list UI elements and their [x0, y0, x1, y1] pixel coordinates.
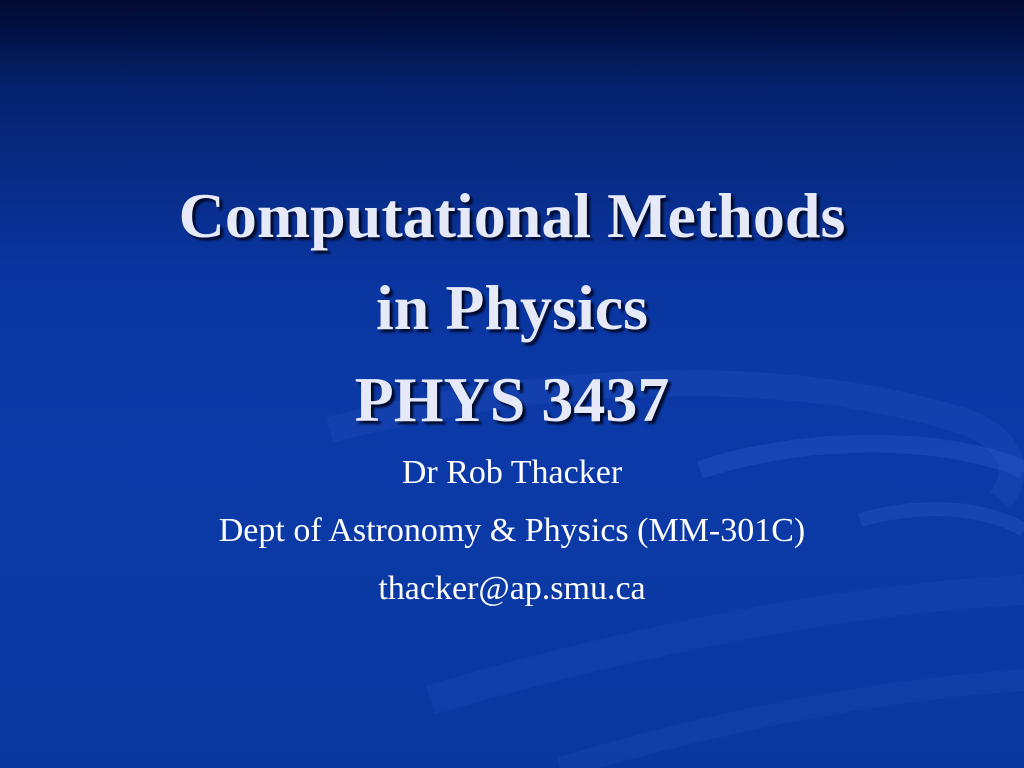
slide-subtitle — [0, 444, 1024, 618]
title-line-3: PHYS 3437 — [354, 364, 670, 435]
title-line-2: in Physics — [375, 272, 649, 343]
email: thacker@ap.smu.ca — [378, 570, 646, 607]
department: Dept of Astronomy & Physics (MM-301C) — [218, 512, 806, 549]
author-name: Dr Rob Thacker — [401, 454, 623, 491]
slide-title — [0, 170, 1024, 446]
title-line-1: Computational Methods — [178, 180, 846, 251]
